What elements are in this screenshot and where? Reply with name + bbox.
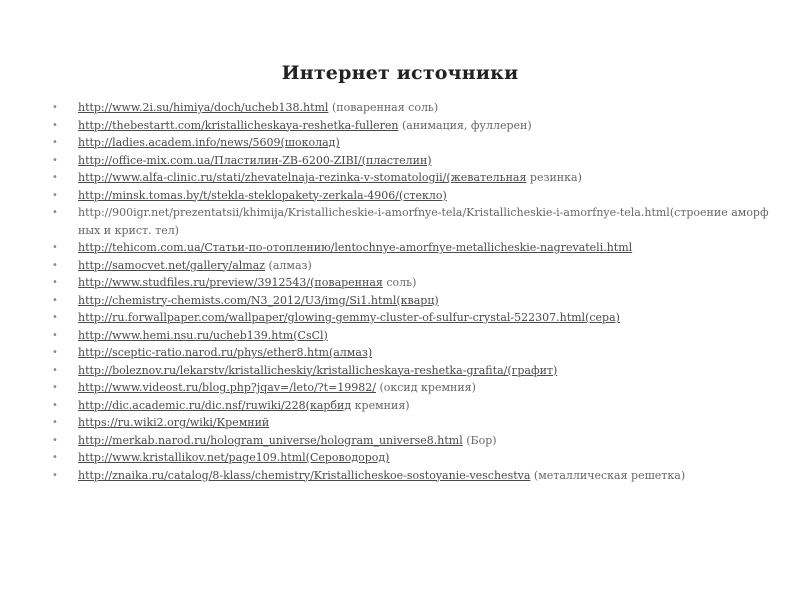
bullet-icon: • xyxy=(52,277,58,288)
bullet-icon: • xyxy=(52,102,58,113)
list-item xyxy=(52,239,774,257)
source-link[interactable]: http://sceptic-ratio.narod.ru/phys/ether8.htm(алмаз) xyxy=(78,346,373,359)
list-item xyxy=(52,99,774,117)
bullet-icon: • xyxy=(52,189,58,201)
source-link[interactable]: http://www.studfiles.ru/preview/3912543/(поваренная xyxy=(78,276,383,289)
list-item xyxy=(52,117,774,135)
list-item xyxy=(52,379,774,397)
list-item xyxy=(52,152,774,170)
source-link[interactable]: http://ru.forwallpaper.com/wallpaper/glowing-gemmy-cluster-of-sulfur-crystal-522307.html(сера) xyxy=(78,311,620,324)
list-item xyxy=(52,432,774,450)
source-note: соль) xyxy=(382,276,417,289)
source-link[interactable]: http://samocvet.net/gallery/almaz xyxy=(78,258,266,272)
source-note: кремния) xyxy=(351,398,410,412)
bullet-icon: • xyxy=(52,259,58,271)
list-item xyxy=(52,327,774,345)
source-note: (металлическая решетка) xyxy=(530,468,686,482)
list-item xyxy=(52,274,774,292)
source-link[interactable]: http://minsk.tomas.by/t/stekla-steklopakety-zerkala-4906/(стекло) xyxy=(78,188,447,202)
bullet-icon: • xyxy=(52,172,58,183)
list-item xyxy=(52,169,774,187)
bullet-icon: • xyxy=(52,154,58,166)
list-item xyxy=(52,204,774,239)
source-link[interactable]: http://znaika.ru/catalog/8-klass/chemistry/Kristallicheskoe-sostoyanie-veschestva xyxy=(78,468,531,482)
source-link[interactable]: https://ru.wiki2.org/wiki/Кремний xyxy=(78,416,270,429)
list-item xyxy=(52,257,774,275)
bullet-icon: • xyxy=(52,207,58,218)
source-note: (оксид кремния) xyxy=(375,381,476,394)
source-link[interactable]: http://ladies.academ.info/news/5609(шоколад) xyxy=(78,136,340,149)
list-item xyxy=(52,309,774,327)
source-link[interactable]: http://www.kristallikov.net/page109.html(Сероводород) xyxy=(78,451,390,464)
list-item xyxy=(52,134,774,152)
source-list xyxy=(52,99,774,484)
bullet-icon: • xyxy=(52,382,58,393)
bullet-icon: • xyxy=(52,119,58,131)
source-link[interactable]: http://www.videost.ru/blog.php?jqav=/leto/?t=19982/ xyxy=(78,381,376,394)
bullet-icon: • xyxy=(52,329,58,341)
source-note: (анимация, фуллерен) xyxy=(398,118,532,132)
source-link[interactable]: http://dic.academic.ru/dic.nsf/ruwiki/228(карбид xyxy=(78,398,352,412)
source-link[interactable]: http://boleznov.ru/lekarstv/kristallicheskiy/kristallicheskaya-reshetka-grafita/(графит) xyxy=(78,363,558,377)
list-item xyxy=(52,344,774,362)
bullet-icon: • xyxy=(52,364,58,376)
source-link[interactable]: http://tehicom.com.ua/Статьи-по-отоплению/lentochnye-amorfnye-metallicheskie-nagrevateli.html xyxy=(78,241,633,254)
bullet-icon: • xyxy=(52,294,58,306)
list-item xyxy=(52,187,774,205)
list-item xyxy=(52,449,774,467)
source-note: (Бор) xyxy=(462,433,497,447)
source-link[interactable]: http://chemistry-chemists.com/N3_2012/U3/img/Si1.html(кварц) xyxy=(78,293,439,307)
source-link[interactable]: http://www.2i.su/himiya/doch/ucheb138.html xyxy=(78,101,329,114)
source-link[interactable]: http://www.alfa-clinic.ru/stati/zhevatelnaja-rezinka-v-stomatologii/(жевательная xyxy=(78,171,527,184)
source-note: (поваренная соль) xyxy=(328,101,439,114)
slide-title: Интернет источники xyxy=(281,62,519,84)
bullet-icon: • xyxy=(52,434,58,446)
bullet-icon: • xyxy=(52,399,58,411)
source-link[interactable]: http://www.hemi.nsu.ru/ucheb139.htm(CsCl) xyxy=(78,328,328,342)
source-note: резинка) xyxy=(526,171,582,184)
list-item xyxy=(52,414,774,432)
source-plain-text: http://900igr.net/prezentatsii/khimija/Kristallicheskie-i-amorfnye-tela/Kristallicheskie-i-amorfnye-tela.html(строение аморфных и крист. тел) xyxy=(78,206,769,237)
list-item xyxy=(52,467,774,485)
source-link[interactable]: http://thebestartt.com/kristallicheskaya-reshetka-fulleren xyxy=(78,118,399,132)
bullet-icon: • xyxy=(52,312,58,323)
source-link[interactable]: http://merkab.narod.ru/hologram_universe/hologram_universe8.html xyxy=(78,433,463,447)
source-note: (алмаз) xyxy=(265,258,312,272)
bullet-icon: • xyxy=(52,469,58,481)
bullet-icon: • xyxy=(52,137,58,148)
source-link[interactable]: http://office-mix.com.ua/Пластилин-ZB-6200-ZIBI/(пластелин) xyxy=(78,153,432,167)
list-item xyxy=(52,292,774,310)
bullet-icon: • xyxy=(52,242,58,253)
list-item xyxy=(52,397,774,415)
list-item xyxy=(52,362,774,380)
bullet-icon: • xyxy=(52,417,58,428)
bullet-icon: • xyxy=(52,347,58,358)
bullet-icon: • xyxy=(52,452,58,463)
